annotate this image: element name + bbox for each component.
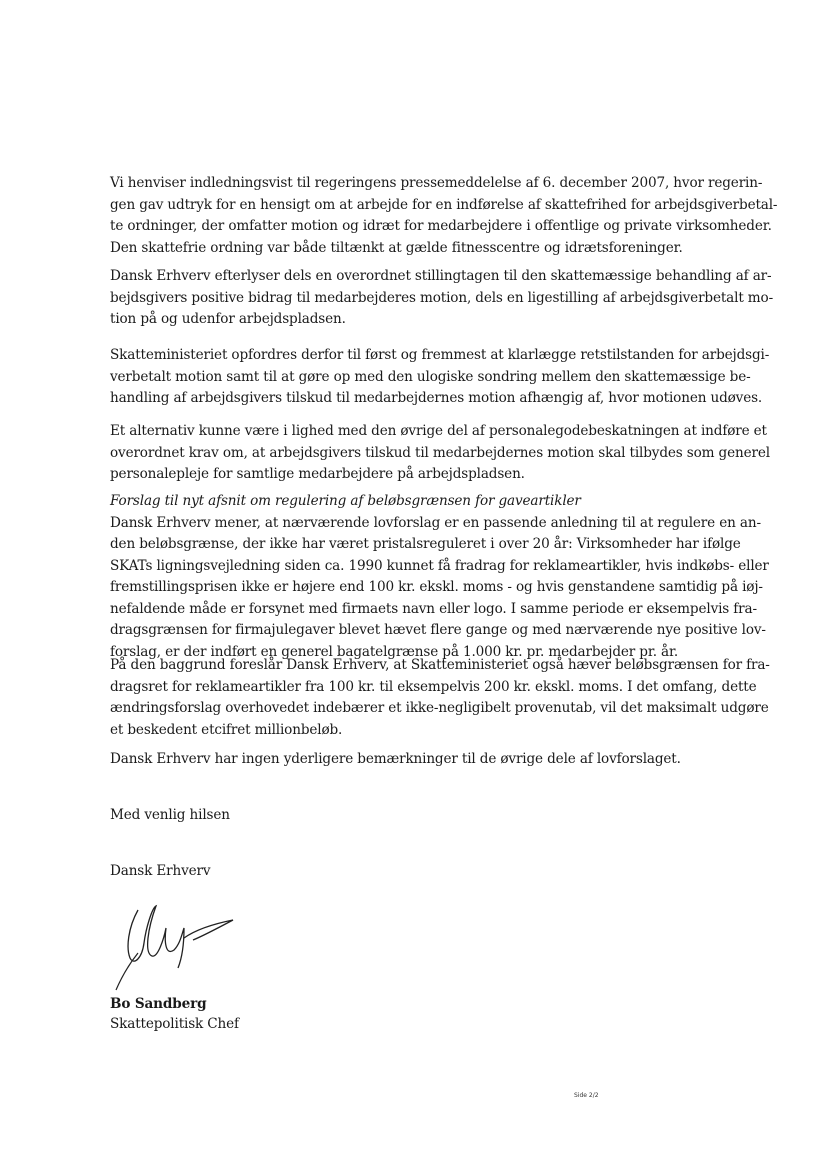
section-gaveartikler [110,491,769,663]
text-line: den beløbsgrænse, der ikke har været pristalsreguleret i over 20 år: Virksomheder har ifølge [110,536,741,552]
text-line: Skatteministeriet opfordres derfor til først og fremmest at klarlægge retstilstanden for arbejdsgi- [110,347,770,363]
paragraph-4 [110,421,770,486]
paragraph-intro [110,173,778,259]
text-line: SKATs ligningsvejledning siden ca. 1990 kunnet få fradrag for reklameartikler, hvis indkøbs- eller [110,557,769,574]
text-line: fremstillingsprisen ikke er højere end 100 kr. ekskl. moms - og hvis genstandene samtidig på iøj- [110,579,763,595]
text-line: Dansk Erhverv har ingen yderligere bemærkninger til de øvrige dele af lovforslaget. [110,751,681,767]
text-line: Et alternativ kunne være i lighed med den øvrige del af personalegodebeskatningen at indføre et [110,423,767,439]
text-line: verbetalt motion samt til at gøre op med den ulogiske sondring mellem den skattemæssige be- [110,368,751,385]
page-number: Side 2/2 [574,1092,599,1099]
text-line: dragsgrænsen for firmajulegaver blevet hævet flere gange og med nærværende nye positive lov- [110,622,766,638]
text-line: Dansk Erhverv mener, at nærværende lovforslag er en passende anledning til at regulere en an- [110,514,761,531]
text-line: tion på og udenfor arbejdspladsen. [110,311,346,327]
signer-name: Bo Sandberg [110,996,207,1012]
paragraph-3 [110,345,770,410]
text-line: gen gav udtryk for en hensigt om at arbejde for en indførelse af skattefrihed for arbejdsgiverbetal- [110,196,778,213]
text-line: Dansk Erhverv efterlyser dels en overordnet stillingtagen til den skattemæssige behandling af ar- [110,268,772,284]
text-line: Den skattefrie ordning var både tiltænkt at gælde fitnesscentre og idrætsforeninger. [110,239,683,256]
text-line: bejdsgivers positive bidrag til medarbejderes motion, dels en ligestilling af arbejdsgiverbetalt mo- [110,289,774,306]
signer-title: Skattepolitisk Chef [110,1016,239,1032]
text-line: forslag, er der indført en generel bagatelgrænse på 1.000 kr. pr. medarbejder pr. år. [110,643,679,660]
closing: Med venlig hilsen [110,807,230,823]
handwritten-signature [108,898,248,993]
section-heading: Forslag til nyt afsnit om regulering af beløbsgrænsen for gaveartikler [110,493,581,509]
paragraph-final [110,749,750,771]
text-line: ændringsforslag overhovedet indebærer et ikke-negligibelt provenutab, vil det maksimalt udgøre [110,700,769,716]
text-line: På den baggrund foreslår Dansk Erhverv, at Skatteministeriet også hæver beløbsgrænsen for fra- [110,657,770,673]
text-line: personalepleje for samtlige medarbejdere på arbejdspladsen. [110,466,525,482]
text-line: handling af arbejdsgivers tilskud til medarbejdernes motion afhængig af, hvor motionen udøves. [110,390,763,406]
paragraph-2 [110,266,774,331]
text-line: overordnet krav om, at arbejdsgivers tilskud til medarbejdernes motion skal tilbydes som generel [110,444,770,461]
text-line: te ordninger, der omfatter motion og idræt for medarbejdere i offentlige og private virksomheder. [110,218,772,234]
text-line: Vi henviser indledningsvist til regeringens pressemeddelelse af 6. december 2007, hvor regerin- [110,175,763,191]
text-line: dragsret for reklameartikler fra 100 kr. til eksempelvis 200 kr. ekskl. moms. I det omfang, dette [110,678,757,695]
text-line: nefaldende måde er forsynet med firmaets navn eller logo. I samme periode er eksempelvis fra- [110,600,757,617]
text-line: et beskedent etcifret millionbeløb. [110,721,343,738]
paragraph-proposal [110,655,770,741]
organization: Dansk Erhverv [110,863,211,879]
